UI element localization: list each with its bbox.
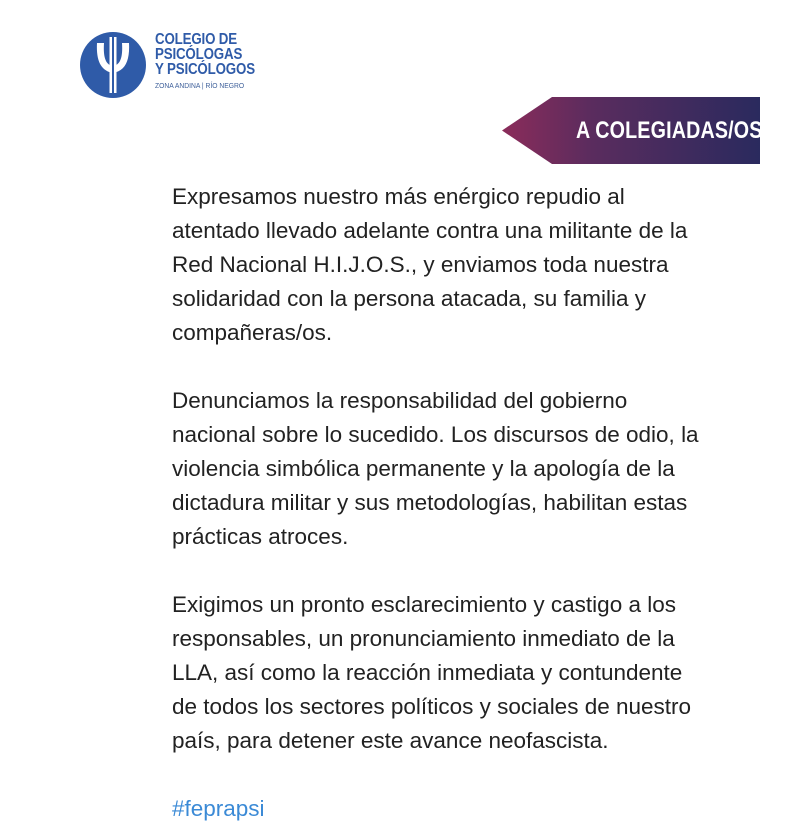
hashtag-link[interactable]: #feprapsi xyxy=(172,796,265,821)
text-line: Denunciamos la responsabilidad del gobierno xyxy=(172,388,628,413)
text-line: nacional sobre lo sucedido. Los discursos de odio, la xyxy=(172,422,699,447)
audience-banner xyxy=(502,97,763,164)
text-line: atentado llevado adelante contra una militante de la xyxy=(172,218,688,243)
paragraph-spacer xyxy=(172,758,772,792)
text-line: Expresamos nuestro más enérgico repudio al xyxy=(172,184,625,209)
logo-line-3: Y PSICÓLOGOS xyxy=(155,61,255,78)
logo xyxy=(79,30,279,100)
paragraph-spacer xyxy=(172,350,772,384)
banner-label: A COLEGIADAS/OS xyxy=(576,117,763,144)
paragraph-3 xyxy=(172,588,772,758)
paragraph-2 xyxy=(172,384,772,554)
text-line: LLA, así como la reacción inmediata y contundente xyxy=(172,660,683,685)
text-line: solidaridad con la persona atacada, su familia y xyxy=(172,286,647,311)
logo-text xyxy=(155,32,271,90)
logo-line-2: PSICÓLOGAS xyxy=(155,46,243,63)
text-line: país, para detener este avance neofascista. xyxy=(172,728,609,753)
paragraph-1 xyxy=(172,180,772,350)
statement-body xyxy=(172,180,772,826)
text-line: compañeras/os. xyxy=(172,320,333,345)
text-line: Red Nacional H.I.J.O.S., y enviamos toda nuestra xyxy=(172,252,669,277)
text-line: de todos los sectores políticos y sociales de nuestro xyxy=(172,694,692,719)
text-line: Exigimos un pronto esclarecimiento y castigo a los xyxy=(172,592,676,617)
logo-line-1: COLEGIO DE xyxy=(155,31,237,48)
text-line: responsables, un pronunciamiento inmediato de la xyxy=(172,626,675,651)
logo-subtitle: ZONA ANDINA | RÍO NEGRO xyxy=(155,81,245,90)
psi-icon xyxy=(79,31,147,99)
paragraph-spacer xyxy=(172,554,772,588)
text-line: violencia simbólica permanente y la apología de la xyxy=(172,456,675,481)
text-line: prácticas atroces. xyxy=(172,524,349,549)
text-line: dictadura militar y sus metodologías, habilitan estas xyxy=(172,490,688,515)
